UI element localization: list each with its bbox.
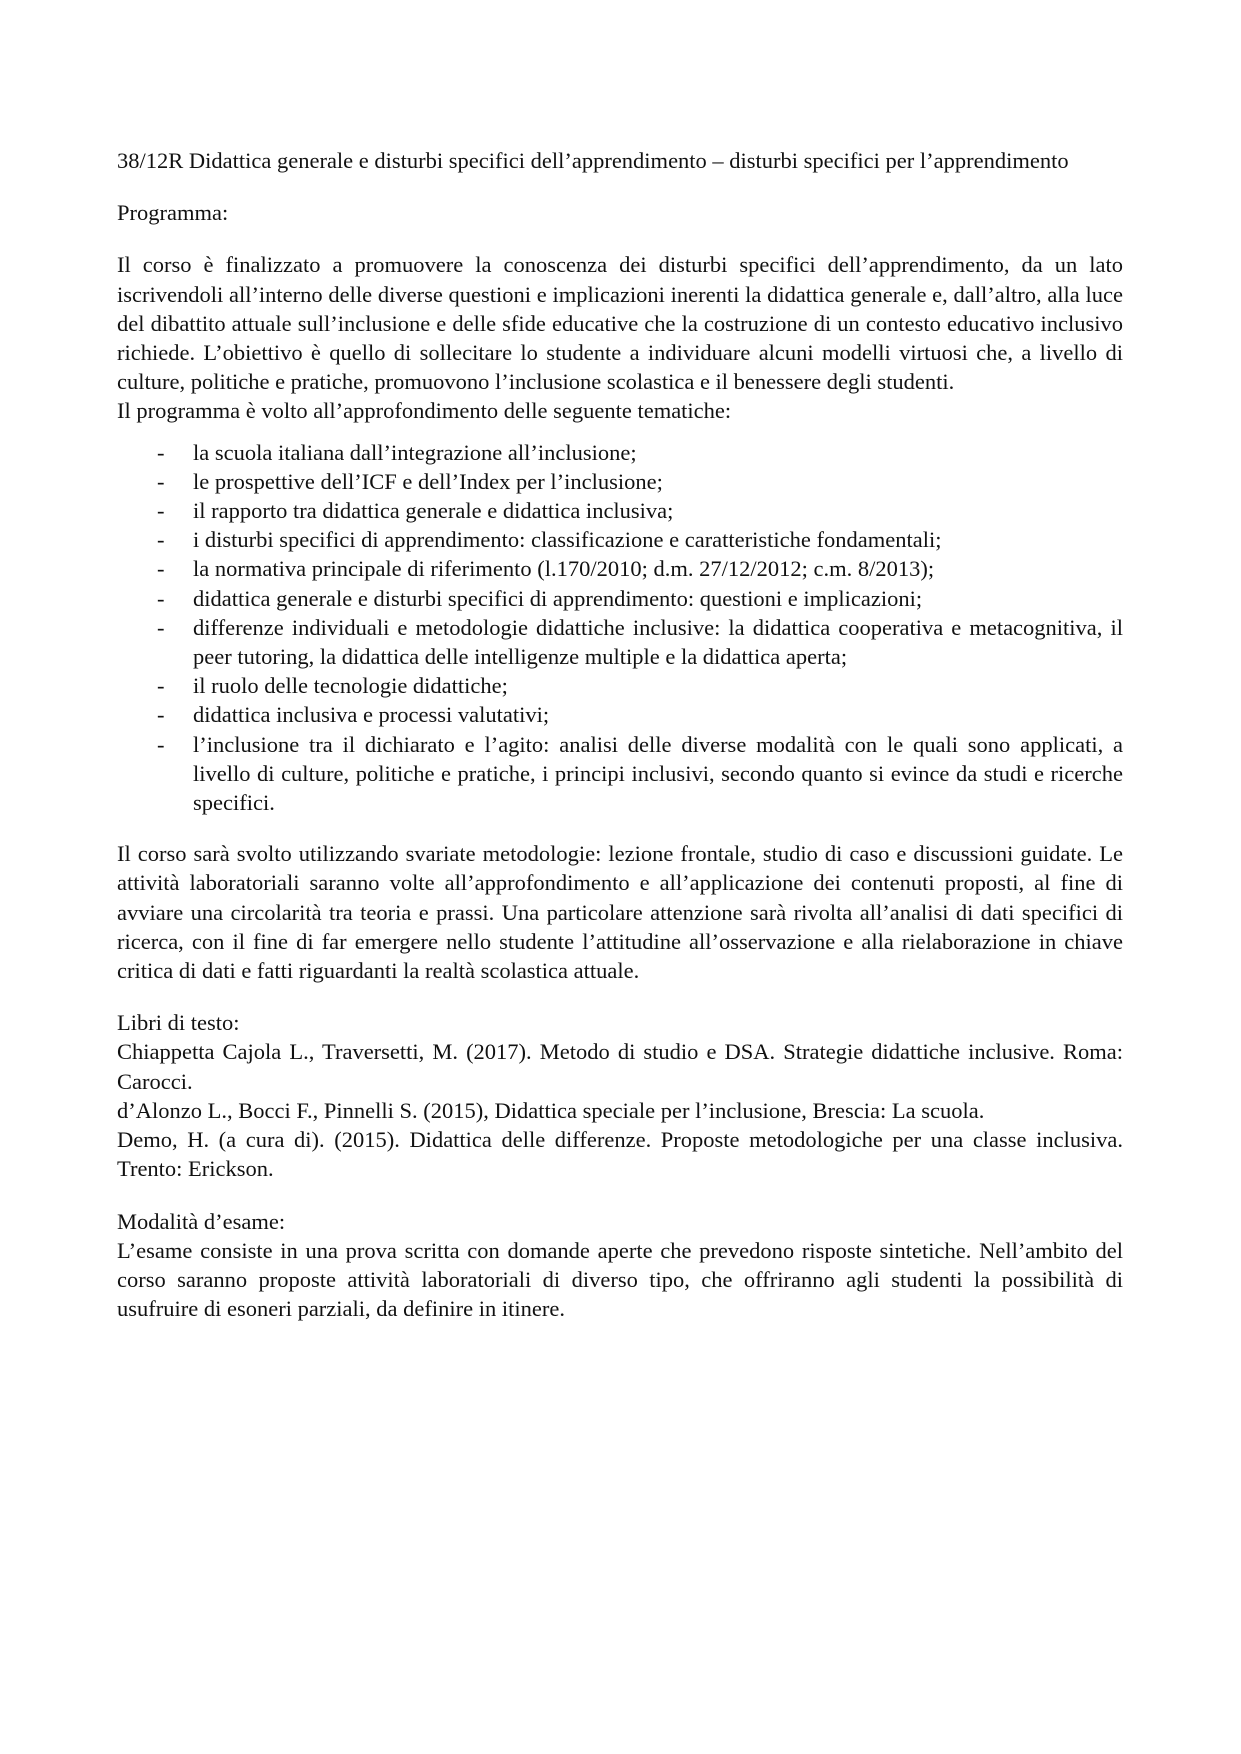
list-item-text: i disturbi specifici di apprendimento: classificazione e caratteristiche fondamentali; [193, 527, 942, 553]
bullet-dash: - [157, 702, 165, 728]
bullet-dash: - [157, 468, 165, 494]
list-item [117, 438, 1123, 467]
exam-paragraph: L’esame consiste in una prova scritta con domande aperte che prevedono risposte sintetiche. Nell’ambito del corso saranno proposte attività laboratoriali di diverso tipo, che offriranno agli studenti la possibilità di usufruire di esoneri parziali, da definire in itinere. [117, 1237, 1123, 1322]
bullet-dash: - [157, 614, 165, 640]
list-item-text: il rapporto tra didattica generale e didattica inclusiva; [193, 498, 674, 524]
spacer [117, 985, 1123, 1008]
list-item-text: l’inclusione tra il dichiarato e l’agito: analisi delle diverse modalità con le quali sono applicati, a livello di culture, politiche e pratiche, i principi inclusivi, secondo quanto si evince da studi e ricerche specifici. [193, 731, 1123, 816]
bullet-dash: - [157, 731, 165, 757]
course-title: 38/12R Didattica generale e disturbi specifici dell’apprendimento – disturbi specifici per l’apprendimento [117, 148, 1069, 173]
document-page [117, 146, 1123, 1323]
list-item-text: la scuola italiana dall’integrazione all’inclusione; [193, 439, 637, 465]
textbook-entry: Demo, H. (a cura di). (2015). Didattica delle differenze. Proposte metodologiche per una classe inclusiva. Trento: Erickson. [117, 1127, 1123, 1182]
spacer [117, 227, 1123, 250]
bullet-dash: - [157, 585, 165, 611]
list-item-text: la normativa principale di riferimento (l.170/2010; d.m. 27/12/2012; c.m. 8/2013); [193, 556, 935, 582]
bullet-dash: - [157, 673, 165, 699]
spacer [117, 1184, 1123, 1207]
list-item [117, 496, 1123, 525]
methods-paragraph: Il corso sarà svolto utilizzando svariate metodologie: lezione frontale, studio di caso e discussioni guidate. Le attività laboratoriali saranno volte all’approfondimento e all’applicazione dei contenuti proposti, al fine di avviare una circolarità tra teoria e prassi. Una particolare attenzione sarà rivolta all’analisi di dati specifici di ricerca, con il fine di far emergere nello studente l’attitudine all’osservazione e alla rielaborazione in chiave critica di dati e fatti riguardanti la realtà scolastica attuale. [117, 841, 1123, 984]
list-item [117, 554, 1123, 583]
topics-list [117, 438, 1123, 818]
bullet-dash: - [157, 439, 165, 465]
list-item-text: didattica generale e disturbi specifici di apprendimento: questioni e implicazioni; [193, 585, 923, 611]
textbook-entry: d’Alonzo L., Bocci F., Pinnelli S. (2015), Didattica speciale per l’inclusione, Brescia: La scuola. [117, 1097, 985, 1123]
bullet-dash: - [157, 556, 165, 582]
topics-intro: Il programma è volto all’approfondimento delle seguente tematiche: [117, 398, 732, 424]
list-item [117, 613, 1123, 671]
exam-heading: Modalità d’esame: [117, 1208, 286, 1234]
list-item [117, 584, 1123, 613]
list-item-text: differenze individuali e metodologie didattiche inclusive: la didattica cooperativa e metacognitiva, il peer tutoring, la didattica delle intelligenze multiple e la didattica aperta; [193, 614, 1123, 670]
programma-heading: Programma: [117, 200, 229, 226]
textbooks-heading: Libri di testo: [117, 1010, 240, 1036]
list-item [117, 525, 1123, 554]
list-item [117, 730, 1123, 818]
list-item-text: didattica inclusiva e processi valutativi; [193, 702, 550, 728]
list-item-text: il ruolo delle tecnologie didattiche; [193, 673, 508, 699]
list-item [117, 671, 1123, 700]
spacer [117, 175, 1123, 198]
list-item-text: le prospettive dell’ICF e dell’Index per l’inclusione; [193, 468, 663, 494]
list-item [117, 700, 1123, 729]
textbook-entry: Chiappetta Cajola L., Traversetti, M. (2017). Metodo di studio e DSA. Strategie didattiche inclusive. Roma: Carocci. [117, 1039, 1123, 1094]
list-item [117, 467, 1123, 496]
intro-paragraph: Il corso è finalizzato a promuovere la conoscenza dei disturbi specifici dell’apprendimento, da un lato iscrivendoli all’interno delle diverse questioni e implicazioni inerenti la didattica generale e, dall’altro, alla luce del dibattito attuale sull’inclusione e delle sfide educative che la costruzione di un contesto educativo inclusivo richiede. L’obiettivo è quello di sollecitare lo studente a individuare alcuni modelli virtuosi che, a livello di culture, politiche e pratiche, promuovono l’inclusione scolastica e il benessere degli studenti. [117, 252, 1123, 395]
bullet-dash: - [157, 498, 165, 524]
spacer [117, 817, 1123, 839]
bullet-dash: - [157, 527, 165, 553]
